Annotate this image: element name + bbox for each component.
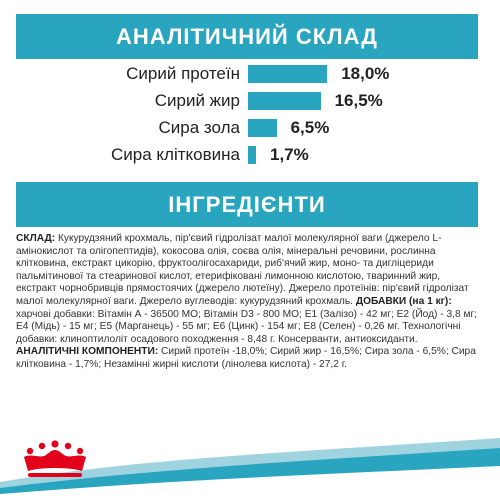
stat-value: 18,0% <box>341 64 390 83</box>
stat-bar <box>248 146 256 164</box>
composition-body: Кукурудзяний крохмаль, пір'євий гідролізат малої молекулярної ваги (джерело L-амінокислот та олігопептидів), кокосова олія, соєва олія, мінеральні речовини, рослинна клітковина, екстракт цикорію, фруктоолігосахариди, риб'ячий жир, моно- та дигліцериди пальмітинової та стеаринової кислот, етерифікованi лимонною кислотою, тваринний жир, екстракт чорнобривців прямостоячих (джерело лютеїну). Джерело протеїнів: пір'євий гідролізат малої молекулярної ваги. Джерело вуглеводів: кукурудзяний крохмаль. <box>16 233 469 307</box>
additives-body: харчові добавки: Вітамін А - 36500 МО; Вітамін D3 - 800 МО; Е1 (Залізо) - 42 мг; Е2 (Йод) - 3,8 мг; Е4 (Мідь) - 15 мг; Е5 (Марганець) - 55 мг; Е6 (Цинк) - 154 мг; Е8 (Селен) - 0,26 мг. Технологічні добавки: клиноптилоліт осадового походження - 8,48 г. Консерванти, антиоксиданти. <box>16 308 478 345</box>
stat-bar <box>248 65 327 83</box>
stat-label: Сирий протеїн <box>126 64 240 83</box>
crown-logo-icon <box>10 435 100 485</box>
stat-value: 1,7% <box>270 145 309 164</box>
stat-row-ash <box>0 116 500 140</box>
stat-label: Сирий жир <box>154 91 240 110</box>
stat-value: 16,5% <box>334 91 383 110</box>
ingredients-title: ІНГРЕДІЄНТИ <box>168 191 326 217</box>
stat-label: Сира клітковина <box>111 145 240 164</box>
stat-bar <box>248 119 277 137</box>
analytical-composition-banner <box>16 14 478 59</box>
stat-bar <box>248 92 321 110</box>
composition-text <box>16 233 482 372</box>
analytical-components-body: Сирий протеїн -18,0%; Сирий жир - 16,5%; Сира зола - 6,5%; Сира клітковина - 1,7%; Незамінні жирні кислоти (лінолева кислота) - 27,2 г. <box>16 346 476 370</box>
stat-label: Сира зола <box>158 118 240 137</box>
stat-row-fat <box>0 89 500 113</box>
composition-label: СКЛАД: <box>16 233 56 244</box>
stat-value: 6,5% <box>290 118 330 137</box>
stat-row-protein <box>0 62 500 86</box>
ingredients-banner <box>16 182 478 227</box>
additives-label: ДОБАВКИ (на 1 кг): <box>355 295 452 307</box>
stat-row-fibre <box>0 143 500 167</box>
analytical-components-label: АНАЛІТИЧНІ КОМПОНЕНТИ: <box>16 346 159 358</box>
analytical-composition-title: АНАЛІТИЧНИЙ СКЛАД <box>116 23 378 49</box>
